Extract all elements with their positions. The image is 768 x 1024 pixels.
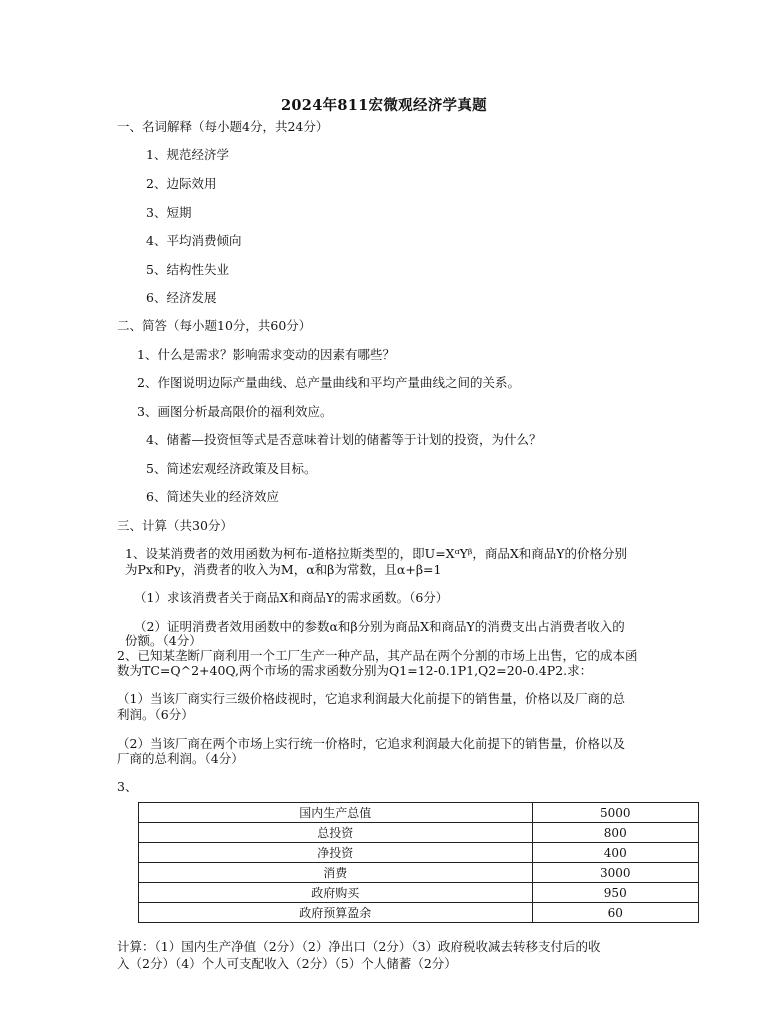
table-row <box>139 803 699 823</box>
section2-item-4: 4、储蓄—投资恒等式是否意味着计划的储蓄等于计划的投资，为什么？ <box>146 432 542 447</box>
q3-label: 3、 <box>117 779 138 794</box>
q2-part2-line1: （2）当该厂商在两个市场上实行统一价格时，它追求利润最大化前提下的销售量，价格以及 <box>117 736 625 751</box>
section2-item-6: 6、简述失业的经济效应 <box>146 489 279 504</box>
table-cell-value: 5000 <box>532 803 698 823</box>
q2-stem-line1: 2、已知某垄断厂商利用一个工厂生产一种产品，其产品在两个分割的市场上出售，它的成本函 <box>117 648 638 663</box>
section1-item-4: 4、平均消费倾向 <box>146 233 242 248</box>
table-cell-value: 3000 <box>532 863 698 883</box>
q2-part1-line1: （1）当该厂商实行三级价格歧视时，它追求利润最大化前提下的销售量，价格以及厂商的总 <box>117 691 625 706</box>
q3-calc-line1: 计算：（1）国内生产净值（2分）（2）净出口（2分）（3）政府税收减去转移支付后的收 <box>117 939 601 954</box>
table-row <box>139 863 699 883</box>
q2-stem-line2: 数为TC=Q^2+40Q,两个市场的需求函数分别为Q1=12-0.1P1,Q2=20-0.4P2.求： <box>117 663 593 678</box>
section1-item-5: 5、结构性失业 <box>146 262 229 277</box>
table-row <box>139 843 699 863</box>
q1-part2-line2: 份额。（4分） <box>125 633 202 648</box>
section1-item-1: 1、规范经济学 <box>146 147 229 162</box>
table-cell-item: 总投资 <box>139 823 533 843</box>
section2-item-3: 3、画图分析最高限价的福利效应。 <box>137 404 333 419</box>
section3-heading: 三、计算（共30分） <box>117 518 233 533</box>
table-cell-item: 政府预算盈余 <box>139 903 533 923</box>
table-row <box>139 903 699 923</box>
table-cell-value: 800 <box>532 823 698 843</box>
q1-part1: （1）求该消费者关于商品X和商品Y的需求函数。（6分） <box>134 590 449 605</box>
section1-item-3: 3、短期 <box>146 205 192 220</box>
table-cell-value: 60 <box>532 903 698 923</box>
table-cell-item: 政府购买 <box>139 883 533 903</box>
section2-item-2: 2、作图说明边际产量曲线、总产量曲线和平均产量曲线之间的关系。 <box>137 375 520 390</box>
q3-calc-line2: 入（2分）（4）个人可支配收入（2分）（5）个人储蓄（2分） <box>117 956 457 971</box>
table-row <box>139 823 699 843</box>
table-cell-value: 400 <box>532 843 698 863</box>
table-cell-value: 950 <box>532 883 698 903</box>
q1-part2-line1: （2）证明消费者效用函数中的参数α和β分别为商品X和商品Y的消费支出占消费者收入的 <box>134 619 625 634</box>
table-cell-item: 消费 <box>139 863 533 883</box>
table-row <box>139 883 699 903</box>
section1-heading: 一、名词解释（每小题4分，共24分） <box>117 119 329 134</box>
section2-heading: 二、简答（每小题10分，共60分） <box>117 318 312 333</box>
q2-part2-line2: 厂商的总利润。（4分） <box>117 751 244 766</box>
page-title: 2024年811宏微观经济学真题 <box>281 97 487 114</box>
q2-part1-line2: 利润。（6分） <box>117 707 194 722</box>
section2-item-5: 5、简述宏观经济政策及目标。 <box>146 461 317 476</box>
table-cell-item: 国内生产总值 <box>139 803 533 823</box>
table-cell-item: 净投资 <box>139 843 533 863</box>
section1-item-6: 6、经济发展 <box>146 290 217 305</box>
gdp-data-table <box>138 802 699 923</box>
section1-item-2: 2、边际效用 <box>146 176 217 191</box>
q1-stem-line2: 为Px和Py，消费者的收入为M，α和β为常数，且α+β=1 <box>125 562 442 577</box>
q1-stem-line1: 1、设某消费者的效用函数为柯布-道格拉斯类型的，即U=XᵅYᵝ，商品X和商品Y的价格分别 <box>125 546 628 561</box>
section2-item-1: 1、什么是需求？影响需求变动的因素有哪些？ <box>137 347 395 362</box>
